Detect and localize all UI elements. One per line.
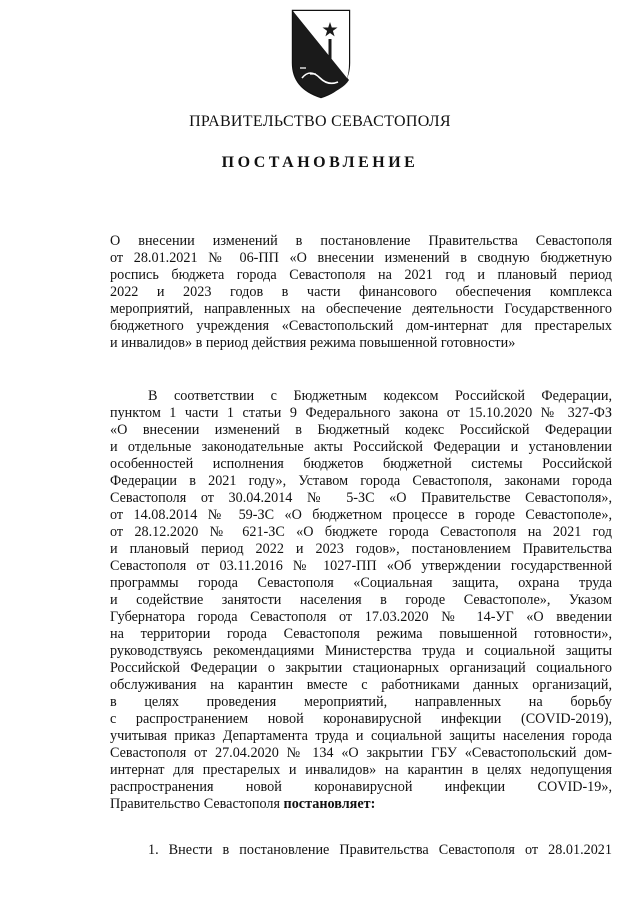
preamble-line: интернат для престарелых и инвалидов» на карантин в целях недопущения: [110, 762, 612, 778]
subject-line: от 28.01.2021 № 06-ПП «О внесении изменений в сводную бюджетную: [110, 250, 612, 266]
preamble-line: от 14.08.2014 № 59-ЗС «О бюджетном процессе в городе Севастополе»,: [110, 507, 612, 523]
preamble-line: и плановый период 2022 и 2023 годов», постановлением Правительства: [110, 541, 612, 557]
preamble-line: обслуживания на карантин вместе с работниками данных организаций,: [110, 677, 612, 693]
resolution-verb: постановляет:: [283, 796, 376, 812]
subject-line: роспись бюджета города Севастополя на 2021 год и плановый период: [110, 267, 612, 283]
preamble-line: учитывая приказ Департамента труда и социальной защиты населения города: [110, 728, 612, 744]
preamble-line: В соответствии с Бюджетным кодексом Российской Федерации,: [148, 388, 612, 404]
preamble-line: Севастополя от 03.11.2016 № 1027-ПП «Об утверждении государственной: [110, 558, 612, 574]
preamble-line: руководствуясь рекомендациями Министерства труда и социальной защиты: [110, 643, 612, 659]
resolution-subject: Правительство Севастополя: [110, 796, 280, 812]
government-name: ПРАВИТЕЛЬСТВО СЕВАСТОПОЛЯ: [189, 113, 451, 130]
preamble-line: и отдельные законодательные акты Российской Федерации и установлении: [110, 439, 612, 455]
preamble-line: от 28.12.2020 № 621-ЗС «О бюджете города Севастополя на 2021 год: [110, 524, 612, 540]
subject-line: О внесении изменений в постановление Правительства Севастополя: [110, 233, 612, 249]
subject-line: бюджетного учреждения «Севастопольский дом-интернат для престарелых: [110, 318, 612, 334]
subject-line: 2022 и 2023 годов в части финансового обеспечения комплекса: [110, 284, 612, 300]
subject-line: и инвалидов» в период действия режима повышенной готовности»: [110, 335, 516, 351]
preamble-line: пунктом 1 части 1 статьи 9 Федерального закона от 15.10.2020 № 327-ФЗ: [110, 405, 612, 421]
preamble-line: Губернатора города Севастополя от 17.03.2020 № 14-УГ «О введении: [110, 609, 612, 625]
preamble-line: Севастополя от 30.04.2014 № 5-ЗС «О Правительстве Севастополя»,: [110, 490, 612, 506]
preamble-line: с распространением новой коронавирусной инфекции (COVID-2019),: [110, 711, 612, 727]
document-type: ПОСТАНОВЛЕНИЕ: [221, 154, 419, 171]
preamble-line: «О внесении изменений в Бюджетный кодекс Российской Федерации: [110, 422, 612, 438]
preamble-line: особенностей исполнения бюджетов бюджетной системы Российской: [110, 456, 612, 472]
preamble-line: Российской Федерации о закрытии стационарных организаций социального: [110, 660, 612, 676]
sevastopol-coat-of-arms: [290, 8, 352, 100]
preamble-line: Севастополя от 27.04.2020 № 134 «О закрытии ГБУ «Севастопольский дом-: [110, 745, 612, 761]
preamble-line: программы города Севастополя «Социальная защита, охрана труда: [110, 575, 612, 591]
preamble-line: распространения новой коронавирусной инфекции COVID-19»,: [110, 779, 612, 795]
preamble-line: на территории города Севастополя режима повышенной готовности»,: [110, 626, 612, 642]
preamble-line: Федерации в 2021 году», Уставом города Севастополя, законами города: [110, 473, 612, 489]
subject-line: мероприятий, направленных на обеспечение деятельности Государственного: [110, 301, 612, 317]
preamble-line: в целях проведения мероприятий, направленных на борьбу: [110, 694, 612, 710]
preamble-line: и содействие занятости населения в городе Севастополе», Указом: [110, 592, 612, 608]
item-1-line: 1. Внести в постановление Правительства Севастополя от 28.01.2021: [148, 842, 612, 858]
resolution-line: [110, 796, 612, 813]
